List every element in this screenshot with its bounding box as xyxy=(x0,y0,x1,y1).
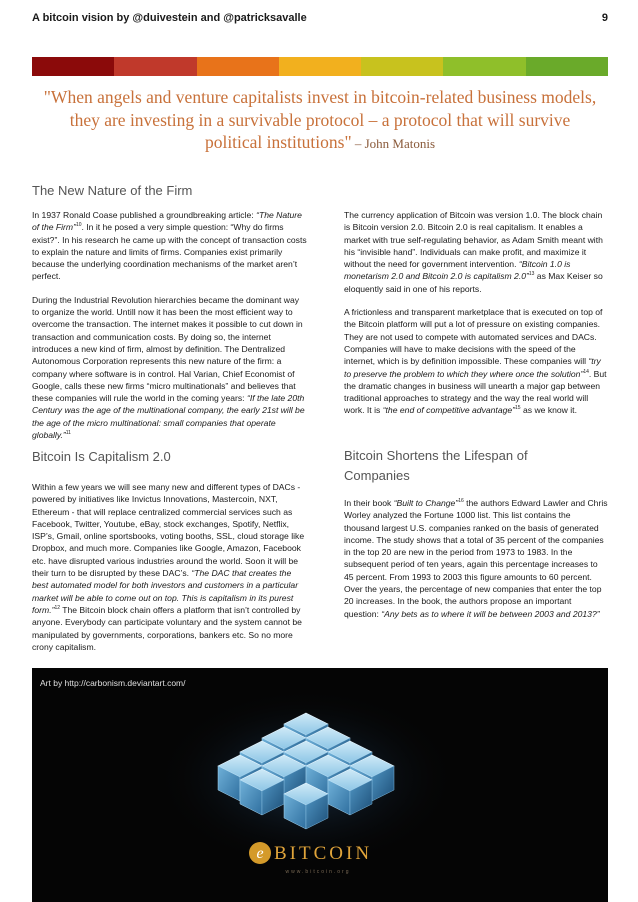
color-bar xyxy=(32,57,608,76)
color-swatch xyxy=(526,57,608,76)
paragraph: In 1937 Ronald Coase published a groundbreaking article: “The Nature of the Firm”$^{10}$. In it he posed a very simple question: “Why do firms exist?”. In his research he came up with the concept of transaction costs to explain the nature and limits of firms. Companies exist primarily because the underlying coordination mechanisms of the market aren’t perfect. xyxy=(32,210,307,282)
art-caption: Art by http://carbonism.deviantart.com/ xyxy=(40,678,186,688)
bitcoin-logo-word: BITCOIN xyxy=(274,843,373,864)
paragraph: The currency application of Bitcoin was version 1.0. The block chain is Bitcoin version 2.0. Bitcoin 2.0 is real capitalism. It enables a market with true self-regulating behavior, as Adam Smith meant with his “invisible hand”. Individuals can make profit, and maximize it without the need for government intervention. “Bitcoin 1.0 is monetarism 2.0 and Bitcoin 2.0 is capitalism 2.0”$^{13}$ as Max Keiser so eloquently said in one of his reports. xyxy=(344,210,603,294)
quote-text: "When angels and venture capitalists invest in bitcoin-related business models, they are investing in a survivable protocol – a protocol that will survive political institutions" xyxy=(43,87,597,152)
page-header xyxy=(32,12,608,32)
bitcoin-logo-url: www.bitcoin.org xyxy=(285,869,351,875)
page-number: 9 xyxy=(601,12,608,24)
capitalism-section-body xyxy=(32,481,308,664)
bitcoin-cubes-illustration xyxy=(32,668,608,902)
right-column-body xyxy=(344,209,608,428)
section-heading-capitalism: Bitcoin Is Capitalism 2.0 xyxy=(32,449,171,464)
color-swatch xyxy=(443,57,525,76)
artwork-panel xyxy=(32,668,608,902)
color-swatch xyxy=(32,57,114,76)
pull-quote xyxy=(40,86,600,156)
section-heading-firm: The New Nature of the Firm xyxy=(32,183,193,198)
paragraph: Within a few years we will see many new and different types of DACs - powered by initiatives like Invictus Innovations, Mastercoin, NXT, Ethereum - that will replace centralized commercial services such as Facebook, Twitter, Youtube, eBay, stock exchanges, Spotify, Netflix, ISP’s, Gmail, online sportsbooks, voting booths, SSL, cloud storage like Dropbox, and much more. Companies like Google, Amazon, Facebook etc. have disrupted various industries around the world. Soon it will be their turn to be disrupted by these DAC’s. “The DAC that creates the best automated model for both investors and customers in a particular market will be able to come out on top. This is capitalism in its purest form.”$^{12}$ The Bitcoin block chain offers a platform that isn’t controlled by anyone. Everybody can participate voluntary and the system cannot be manipulated by governments, corporations, bankers etc. So no more crony capitalism. xyxy=(32,482,305,652)
color-swatch xyxy=(114,57,196,76)
firm-section-body xyxy=(32,209,308,452)
color-swatch xyxy=(197,57,279,76)
header-title: A bitcoin vision by @duivestein and @patricksavalle xyxy=(32,12,307,24)
bitcoin-logo-letter: e xyxy=(256,845,264,862)
color-swatch xyxy=(279,57,361,76)
paragraph: In their book “Built to Change”$^{16}$ the authors Edward Lawler and Chris Worley analyzed the Fortune 1000 list. This list contains the thousand largest U.S. companies ranked on the basis of generated income. The study shows that a total of 35 percent of the companies in the top 20 are new in the period from 1973 to 1983. In the subsequent period of ten years, again this percentage increases to 45 percent. From 1993 to 2003 this figure amounts to 60 percent. Over the years, the percentage of new companies that enter the top 20 increases. In the book, the authors propose an important question: “Any bets as to where it will be between 2003 and 2013?” xyxy=(344,498,608,619)
paragraph: During the Industrial Revolution hierarchies became the dominant way to organize the world. Untill now it has been the most efficient way to overcome the transaction. The internet makes it possible to cut down in transaction and communication costs. By doing so, the internet introduces a new kind of firm, almost by definition. The Dentralized Autonomous Corporation represents this new nature of the firm: a company where software is in control. Hal Varian, Chief Economist of Google, calls these new firms “micro multinationals” and believes that these companies will rule the world in the coming years: “If the late 20th Century was the age of the multinational company, the early 21st will be the age of the micro multinational: small companies that operate globally.”$^{11}$ xyxy=(32,294,305,441)
section-heading-lifespan: Bitcoin Shortens the Lifespan of Companies xyxy=(344,448,528,483)
lifespan-section-body xyxy=(344,497,608,631)
paragraph: A frictionless and transparent marketplace that is executed on top of the Bitcoin platform will put a lot of pressure on existing companies. They are not used to compete with automated services and DACs. Companies will have to make decisions with the speed of the internet, which is by definition impossible. These companies will “try to preserve the problem to which they where once the solution”$^{14}$. But the dramatic changes in business will unearth a major gap between traditional approaches to strategy and the way the real world will work. It is “the end of competitive advantage”$^{15}$ as we know it. xyxy=(344,307,607,416)
color-swatch xyxy=(361,57,443,76)
quote-author: – John Matonis xyxy=(351,136,436,151)
